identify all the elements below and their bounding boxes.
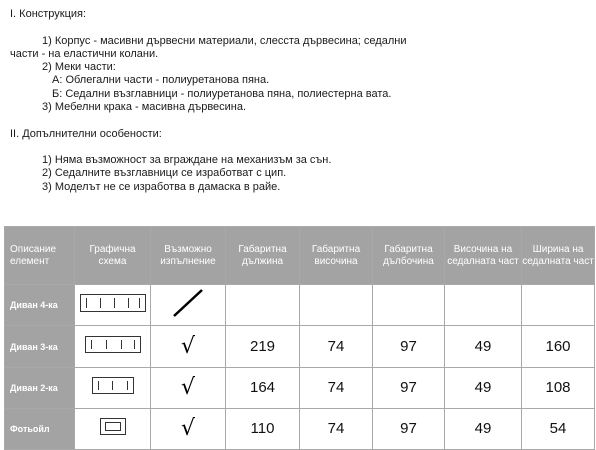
depth-value	[373, 285, 445, 326]
scheme-cell	[75, 367, 151, 408]
possible-cell	[151, 285, 226, 326]
section1-item2: 2) Меки части:	[42, 61, 116, 73]
sofa-4-seat-icon	[80, 294, 146, 312]
header-cell	[522, 227, 595, 285]
header-height: Габаритна височина	[311, 243, 361, 267]
section1-item1b: части - на еластични колани.	[10, 48, 159, 60]
section1-item2a: А: Облегални части - полиуретанова пяна.	[52, 74, 270, 86]
possible-cell	[151, 408, 226, 449]
header-seat-height: Височина на седалната част	[447, 243, 519, 267]
sofa-3-seat-icon	[85, 336, 141, 353]
scheme-cell	[75, 408, 151, 449]
scheme-cell	[75, 326, 151, 367]
table-header-row	[5, 227, 595, 285]
header-seat-width: Ширина на седалната част	[522, 243, 594, 267]
seat-height-value: 49	[445, 367, 522, 408]
header-cell	[5, 227, 75, 285]
spec-table	[4, 226, 595, 450]
checkmark-icon: √	[180, 375, 196, 401]
row-label: Фотьойл	[5, 408, 75, 449]
possible-cell	[151, 326, 226, 367]
seat-width-value: 160	[522, 326, 595, 367]
header-cell	[151, 227, 226, 285]
depth-value: 97	[373, 326, 445, 367]
sofa-2-seat-icon	[92, 377, 134, 394]
seat-height-value: 49	[445, 408, 522, 449]
seat-width-value	[522, 285, 595, 326]
table-row	[5, 367, 595, 408]
seat-height-value	[445, 285, 522, 326]
seat-width-value: 54	[522, 408, 595, 449]
section2-item1: 1) Няма възможност за вграждане на механизъм за сън.	[42, 154, 332, 166]
height-value: 74	[300, 367, 373, 408]
row-label: Диван 4-ка	[5, 285, 75, 326]
seat-width-value: 108	[522, 367, 595, 408]
table-row	[5, 408, 595, 449]
seat-height-value: 49	[445, 326, 522, 367]
header-cell	[373, 227, 445, 285]
table-row	[5, 326, 595, 367]
length-value: 110	[226, 408, 300, 449]
header-depth: Габаритна дълбочина	[383, 243, 434, 267]
table-row	[5, 285, 595, 326]
depth-value: 97	[373, 367, 445, 408]
section2-heading: II. Допълнителни особености:	[10, 128, 162, 140]
length-value: 164	[226, 367, 300, 408]
length-value	[226, 285, 300, 326]
checkmark-icon: √	[180, 334, 196, 359]
scheme-cell	[75, 285, 151, 326]
section1-item2b: Б: Седални възглавници - полиуретанова пяна, полиестерна вата.	[52, 88, 392, 100]
header-cell	[75, 227, 151, 285]
section1-item3: 3) Мебелни крака - масивна дървесина.	[42, 101, 247, 113]
row-label: Диван 3-ка	[5, 326, 75, 367]
checkmark-icon: √	[180, 416, 196, 442]
height-value: 74	[300, 326, 373, 367]
header-cell	[300, 227, 373, 285]
height-value	[300, 285, 373, 326]
header-cell	[445, 227, 522, 285]
depth-value: 97	[373, 408, 445, 449]
possible-cell	[151, 367, 226, 408]
length-value: 219	[226, 326, 300, 367]
section1-item1a: 1) Корпус - масивни дървесни материали, слесста дървесина; седални	[42, 35, 407, 47]
not-available-slash-icon	[168, 288, 208, 318]
section1-heading: I. Конструкция:	[10, 8, 87, 20]
section2-item3: 3) Моделът не се изработва в дамаска в райе.	[42, 181, 281, 193]
header-length: Габаритна дължина	[238, 243, 287, 267]
header-possible: Възможно изпълнение	[160, 243, 216, 267]
header-scheme: Графична схема	[89, 243, 136, 267]
row-label: Диван 2-ка	[5, 367, 75, 408]
header-element: Описание елемент	[10, 243, 57, 267]
height-value: 74	[300, 408, 373, 449]
armchair-icon	[100, 418, 126, 435]
section2-item2: 2) Седалните възглавници се изработват с цип.	[42, 167, 287, 179]
header-cell	[226, 227, 300, 285]
